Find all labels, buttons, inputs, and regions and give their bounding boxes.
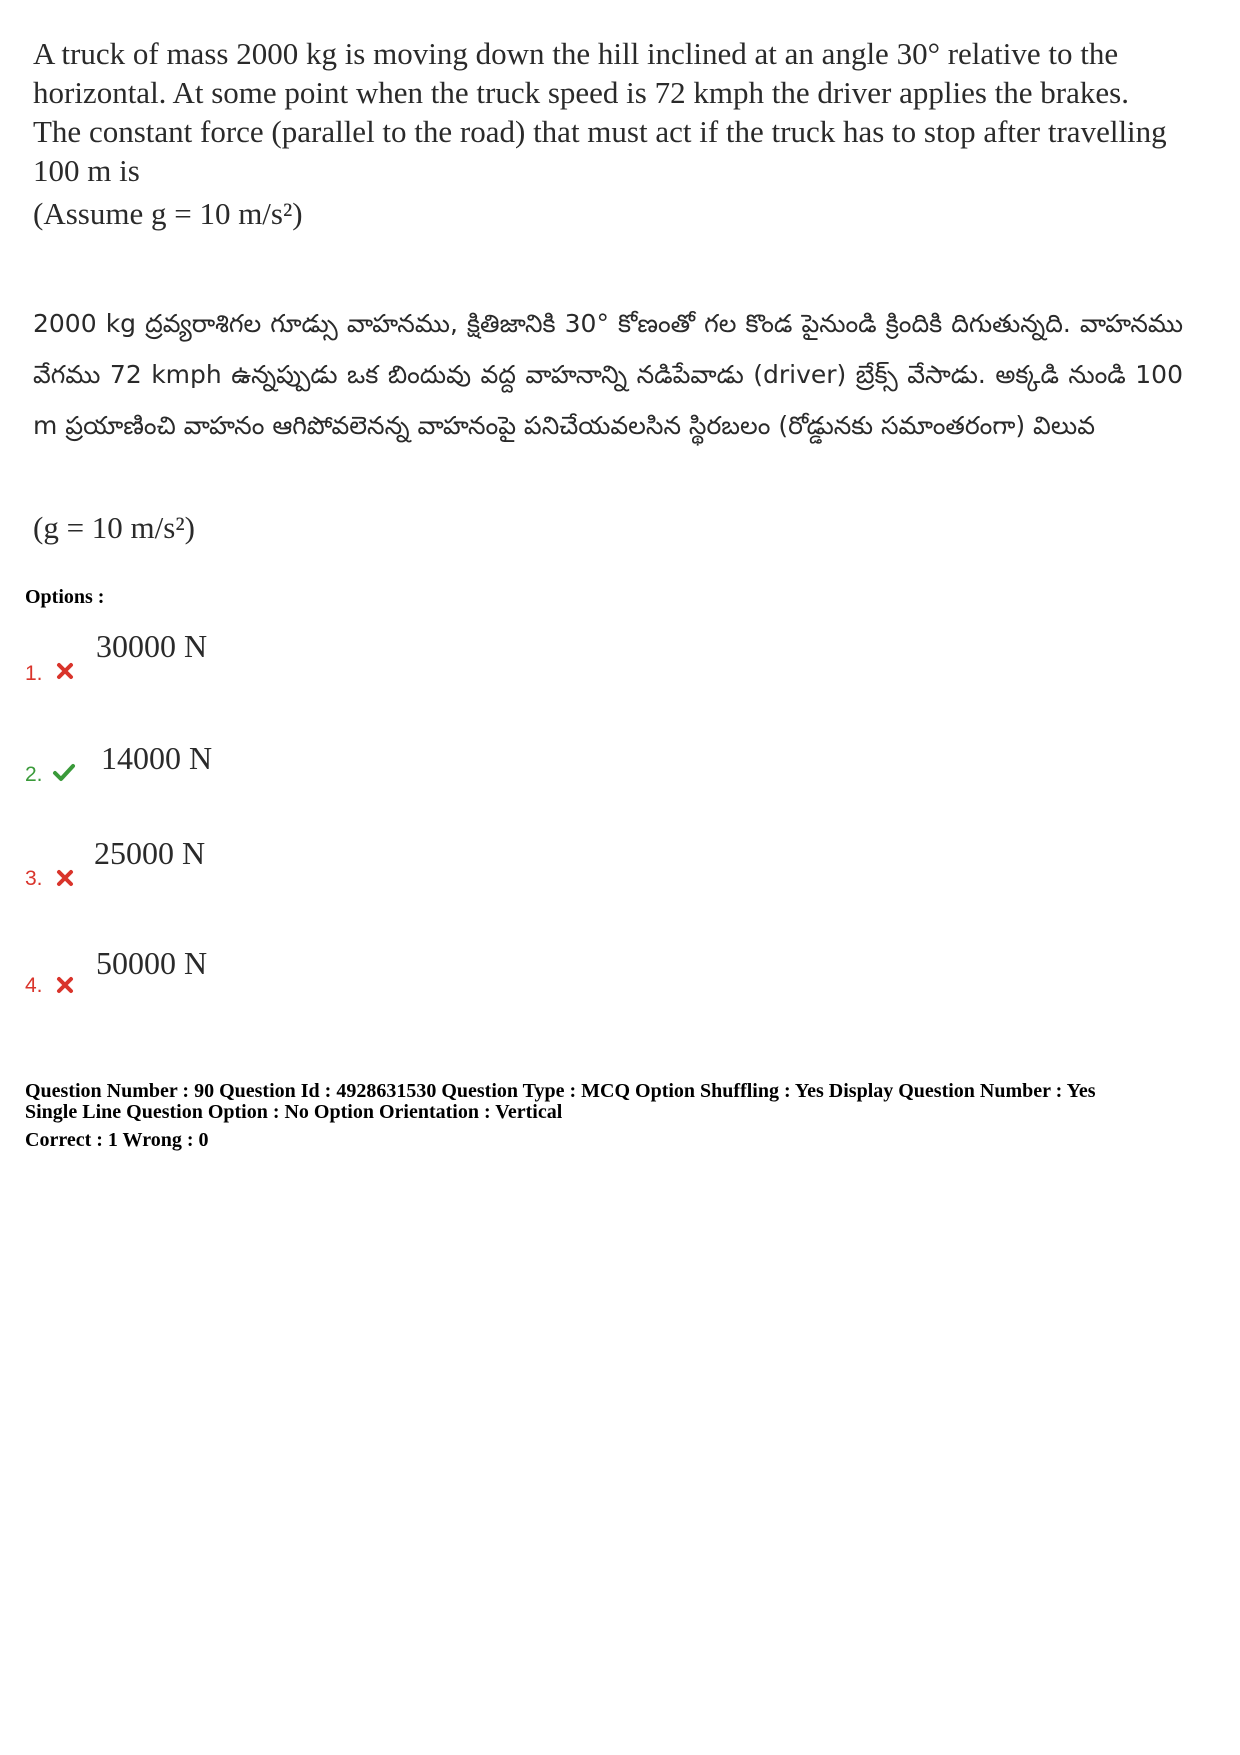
option-1-number: 1. (25, 662, 43, 685)
option-4-text[interactable]: 50000 N (96, 945, 208, 981)
option-1-text[interactable]: 30000 N (96, 628, 208, 664)
cross-icon (55, 661, 75, 681)
option-2-number: 2. (25, 763, 43, 786)
question-telugu-note: (g = 10 m/s²) (33, 510, 195, 545)
question-meta-line-1: Question Number : 90 Question Id : 4928631530 Question Type : MCQ Option Shuffling : Yes Display Question Number : Yes (25, 1080, 1096, 1102)
question-meta-line-2: Single Line Question Option : No Option Orientation : Vertical (25, 1101, 563, 1123)
question-meta-line-3: Correct : 1 Wrong : 0 (25, 1129, 209, 1151)
cross-icon (55, 975, 75, 995)
options-label: Options : (25, 586, 105, 608)
option-2-text[interactable]: 14000 N (101, 740, 213, 776)
question-english (33, 34, 1183, 233)
option-3-number: 3. (25, 867, 43, 890)
cross-icon (55, 868, 75, 888)
option-4-number: 4. (25, 974, 43, 997)
question-telugu-text: 2000 kg ద్రవ్యరాశిగల గూడ్సు వాహనము, క్షితిజానికి 30° కోణంతో గల కొండ పైనుండి క్రిందికి దిగుతున్నది. వాహనము వేగము 72 kmph ఉన్నప్పుడు ఒక బిందువు వద్ద వాహనాన్ని నడిపేవాడు (driver) బ్రేక్స్ వేసాడు. అక్కడి నుండి 100 m ప్రయాణించి వాహనం ఆగిపోవలెనన్న వాహనంపై పనిచేయవలసిన స్థిరబలం (రోడ్డునకు సమాంతరంగా) విలువ (33, 309, 1183, 440)
question-english-text: A truck of mass 2000 kg is moving down the hill inclined at an angle 30° relative to the horizontal. At some point when the truck speed is 72 kmph the driver applies the brakes. The constant force (parallel to the road) that must act if the truck has to stop after travelling 100 m is (33, 36, 1167, 188)
question-english-note: (Assume g = 10 m/s²) (33, 196, 303, 231)
check-icon (52, 762, 76, 782)
option-3-text[interactable]: 25000 N (94, 835, 206, 871)
